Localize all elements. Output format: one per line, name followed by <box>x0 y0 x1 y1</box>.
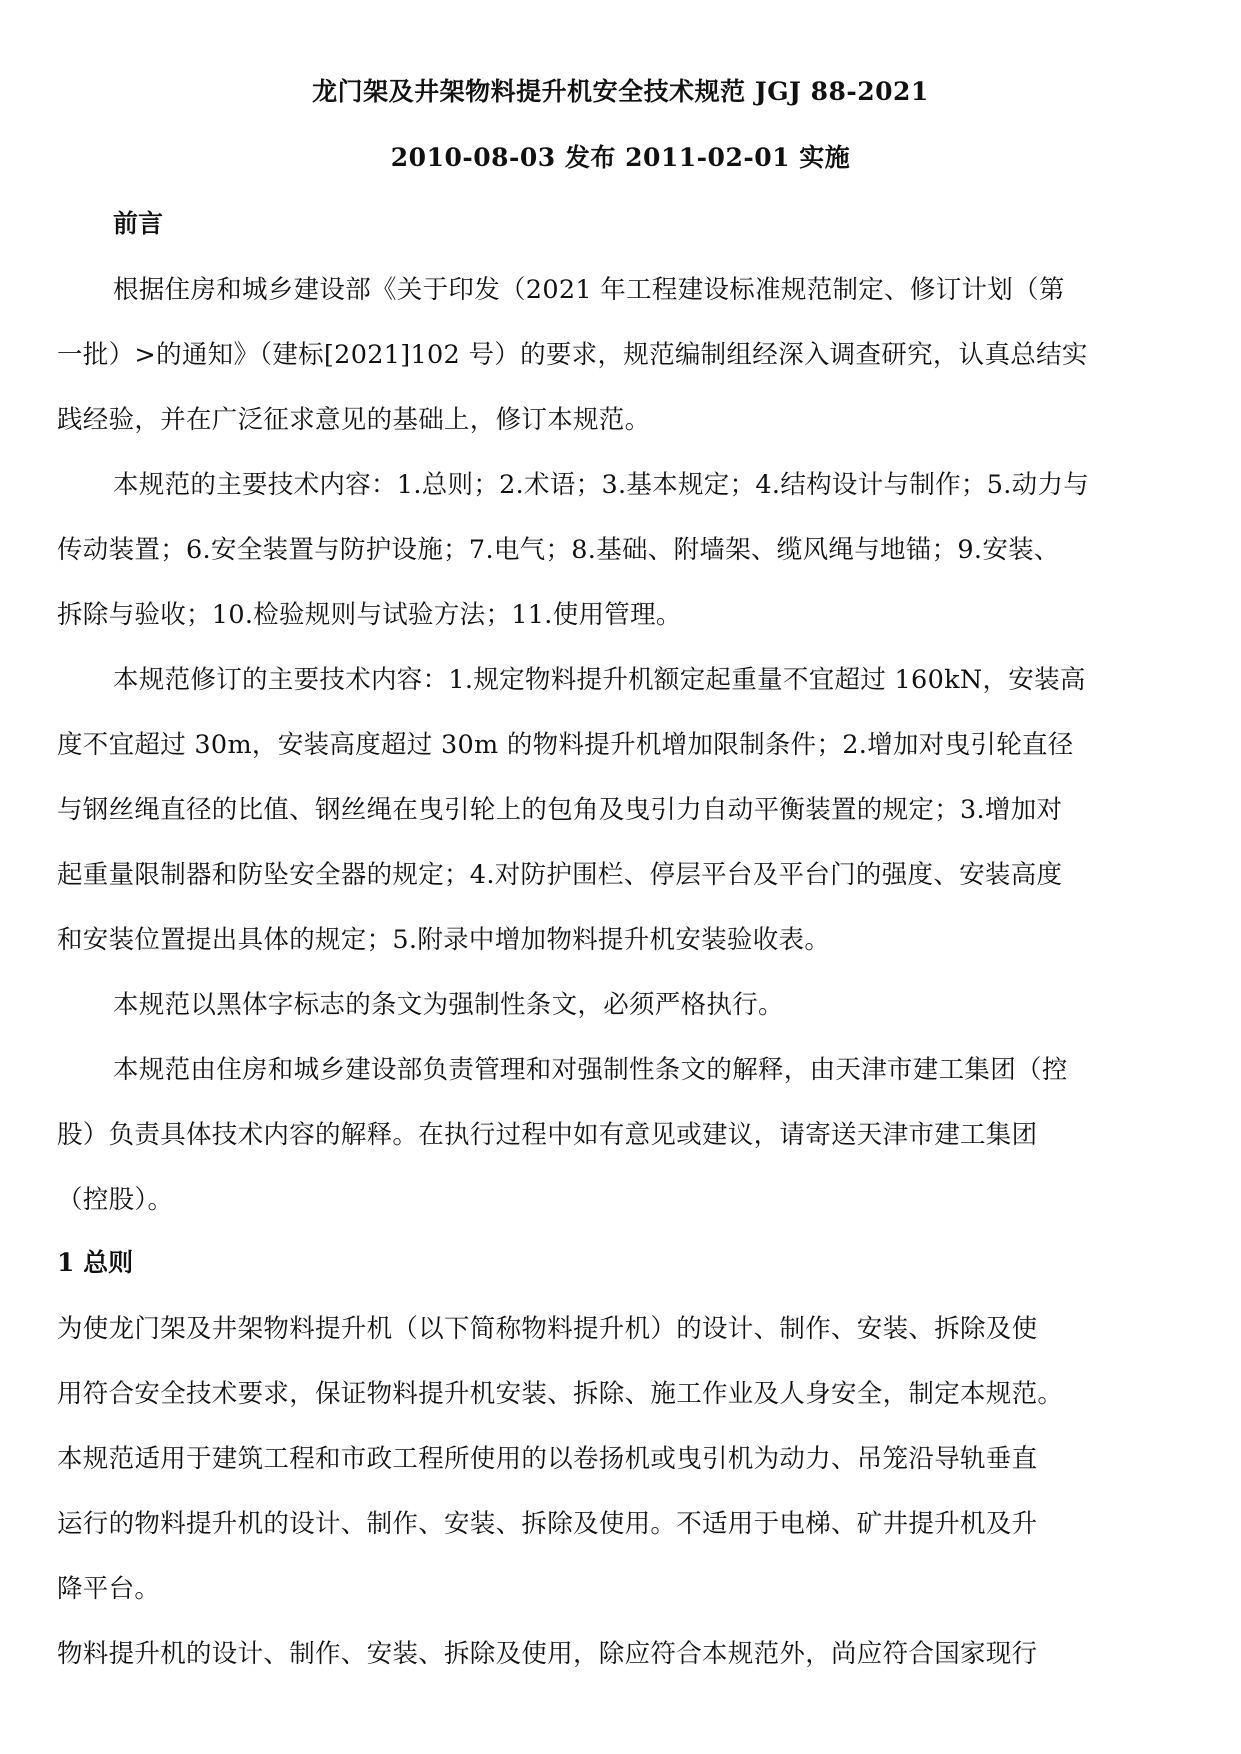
text-line: 运行的物料提升机的设计、制作、安装、拆除及使用。不适用于电梯、矿井提升机及升 <box>57 1509 1038 1539</box>
text-line: 本规范修订的主要技术内容：1.规定物料提升机额定起重量不宜超过 160kN，安装高 <box>113 665 1086 695</box>
preface-paragraph-1 <box>57 270 1184 440</box>
text-line: 物料提升机的设计、制作、安装、拆除及使用，除应符合本规范外，尚应符合国家现行 <box>57 1639 1038 1669</box>
preface-paragraph-3 <box>57 660 1184 960</box>
preface-paragraph-4 <box>57 985 1184 1025</box>
text-line: 本规范适用于建筑工程和市政工程所使用的以卷扬机或曳引机为动力、吊笼沿导轨垂直 <box>57 1444 1038 1474</box>
text-line: 和安装位置提出具体的规定；5.附录中增加物料提升机安装验收表。 <box>57 925 831 955</box>
preface-body <box>57 270 1184 1220</box>
section-1-heading: 1 总则 <box>57 1248 134 1277</box>
text-line: 根据住房和城乡建设部《关于印发（2021 年工程建设标准规范制定、修订计划（第 <box>113 275 1065 305</box>
text-line: 践经验，并在广泛征求意见的基础上，修订本规范。 <box>57 405 651 435</box>
document-dates: 2010-08-03 发布 2011-02-01 实施 <box>390 143 851 172</box>
text-line: 与钢丝绳直径的比值、钢丝绳在曳引轮上的包角及曳引力自动平衡装置的规定；3.增加对 <box>57 795 1063 825</box>
text-line: 降平台。 <box>57 1574 161 1604</box>
preface-paragraph-5 <box>57 1050 1184 1220</box>
text-line: 传动装置；6.安全装置与防护设施；7.电气；8.基础、附墙架、缆风绳与地锚；9.安装、 <box>57 535 1060 565</box>
text-line: 一批）>的通知》（建标[2021]102 号）的要求，规范编制组经深入调查研究，认真总结实 <box>57 340 1088 370</box>
document-title: 龙门架及井架物料提升机安全技术规范 JGJ 88-2021 <box>312 77 929 106</box>
section-1-paragraph-1 <box>57 1309 1184 1609</box>
text-line: 本规范以黑体字标志的条文为强制性条文，必须严格执行。 <box>113 990 784 1020</box>
text-line: 本规范的主要技术内容：1.总则；2.术语；3.基本规定；4.结构设计与制作；5.动力与 <box>113 470 1090 500</box>
text-line: 本规范由住房和城乡建设部负责管理和对强制性条文的解释，由天津市建工集团（控 <box>113 1055 1068 1085</box>
section-1-body <box>57 1309 1184 1674</box>
text-line: 为使龙门架及井架物料提升机（以下简称物料提升机）的设计、制作、安装、拆除及使 <box>57 1314 1038 1344</box>
text-line: 股）负责具体技术内容的解释。在执行过程中如有意见或建议，请寄送天津市建工集团 <box>57 1120 1038 1150</box>
text-line: 拆除与验收；10.检验规则与试验方法；11.使用管理。 <box>57 600 682 630</box>
text-line: （控股）。 <box>57 1185 174 1215</box>
text-line: 起重量限制器和防坠安全器的规定；4.对防护围栏、停层平台及平台门的强度、安装高度 <box>57 860 1063 890</box>
text-line: 用符合安全技术要求，保证物料提升机安装、拆除、施工作业及人身安全，制定本规范。 <box>57 1379 1064 1409</box>
text-line: 度不宜超过 30m，安装高度超过 30m 的物料提升机增加限制条件；2.增加对曳引轮直径 <box>57 730 1074 760</box>
section-1-paragraph-2 <box>57 1634 1184 1674</box>
preface-paragraph-2 <box>57 465 1184 635</box>
preface-heading: 前言 <box>113 209 164 238</box>
